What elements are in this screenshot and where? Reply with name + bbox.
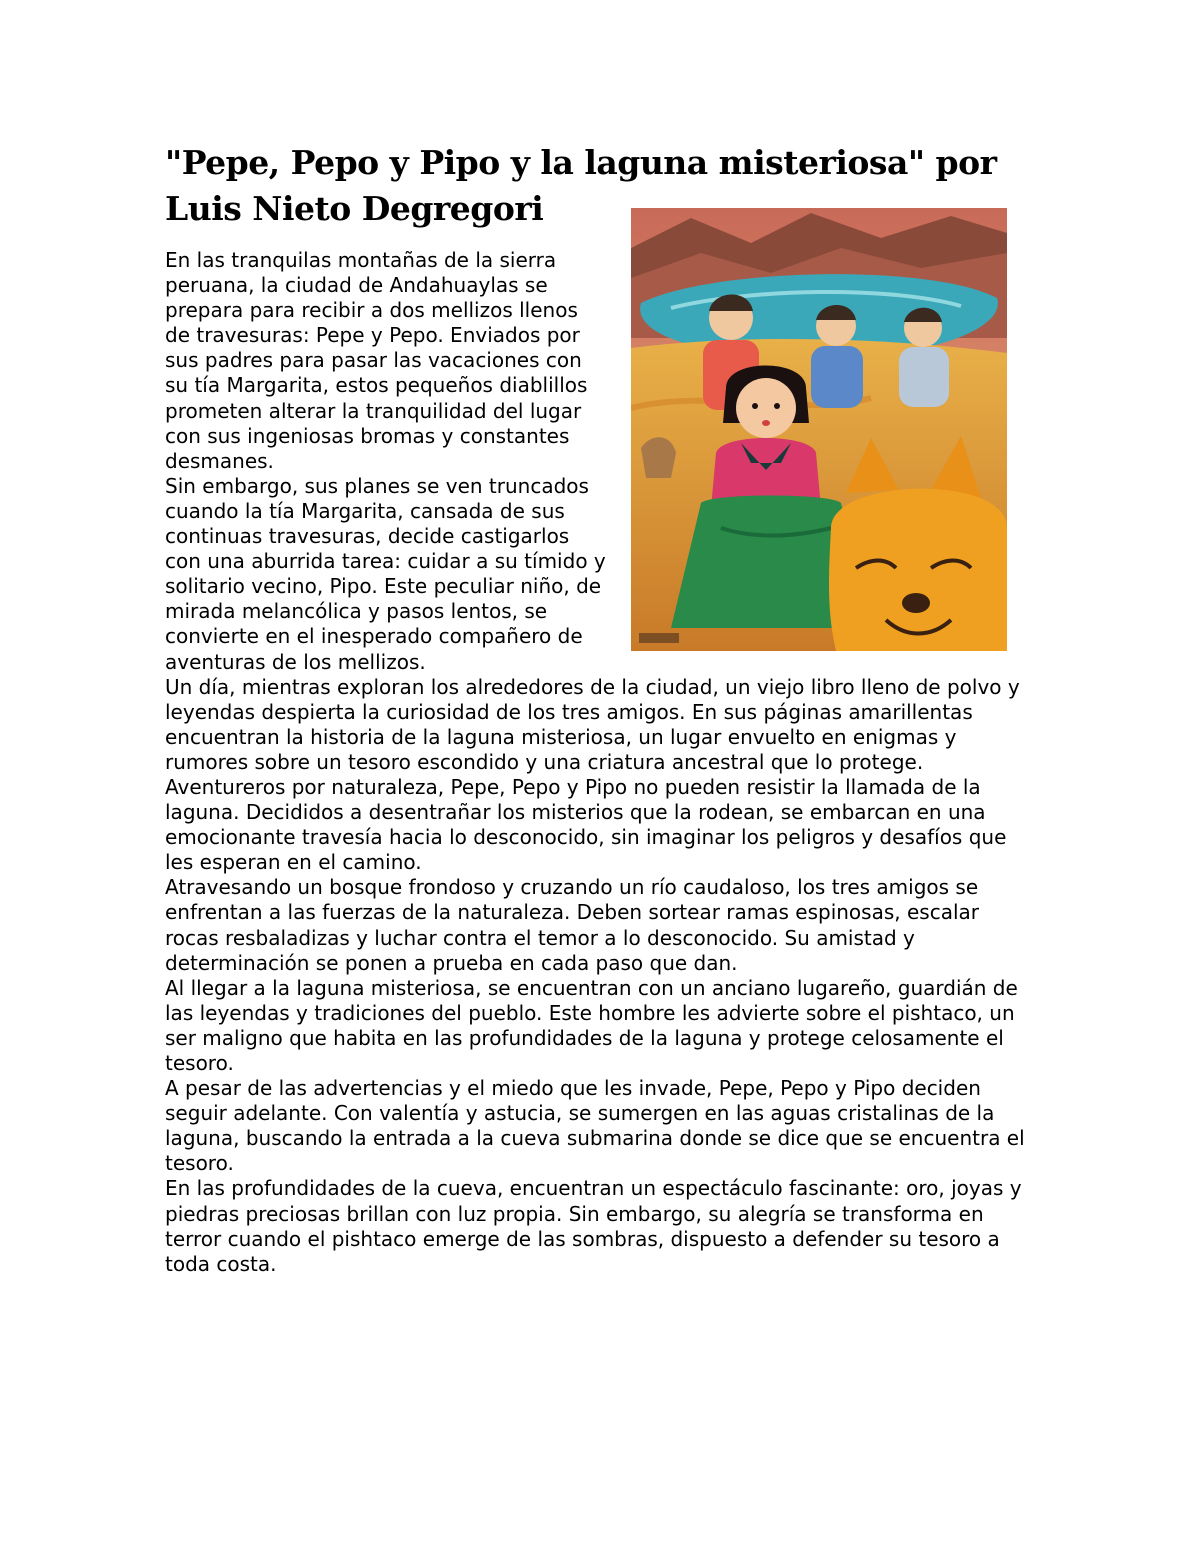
paragraph: Sin embargo, sus planes se ven truncados cuando la tía Margarita, cansada de sus continuas travesuras, decide castigarlos con una aburrida tarea: cuidar a su tímido y solitario vecino, Pipo. Este peculiar niño, de mirada melancólica y pasos lentos, se convierte en el inesperado compañero de aventuras de los mellizos. [165,473,606,674]
book-cover-illustration-image [631,208,1007,651]
paragraph: En las tranquilas montañas de la sierra peruana, la ciudad de Andahuaylas se prepara para recibir a dos mellizos llenos de travesuras: Pepe y Pepo. Enviados por sus padres para pasar las vacaciones con su tía Margarita, estos pequeños diablillos prometen alterar la tranquilidad del lugar con sus ingeniosas bromas y constantes desmanes. [165,248,588,473]
book-cover-illustration [631,208,1007,651]
paragraph: Al llegar a la laguna misteriosa, se encuentran con un anciano lugareño, guardián de las leyendas y tradiciones del pueblo. Este hombre les advierte sobre el pishtaco, un ser maligno que habita en las profundidades de la laguna y protege celosamente el tesoro. [165,975,1018,1075]
paragraph: A pesar de las advertencias y el miedo que les invade, Pepe, Pepo y Pipo deciden seguir adelante. Con valentía y astucia, se sumergen en las aguas cristalinas de la laguna, buscando la entrada a la cueva submarina donde se dice que se encuentra el tesoro. [165,1076,1025,1176]
document-title: "Pepe, Pepo y Pipo y la laguna misteriosa" por Luis Nieto Degregori [165,143,997,228]
paragraph: Atravesando un bosque frondoso y cruzando un río caudaloso, los tres amigos se enfrentan a las fuerzas de la naturaleza. Deben sortear ramas espinosas, escalar rocas resbaladizas y luchar contra el temor a lo desconocido. Su amistad y determinación se ponen a prueba en cada paso que dan. [165,875,979,975]
paragraph: Un día, mientras exploran los alrededores de la ciudad, un viejo libro lleno de polvo y leyendas despierta la curiosidad de los tres amigos. En sus páginas amarillentas encuentran la historia de la laguna misteriosa, un lugar envuelto en enigmas y rumores sobre un tesoro escondido y una criatura ancestral que lo protege. [165,674,1020,774]
paragraph: Aventureros por naturaleza, Pepe, Pepo y Pipo no pueden resistir la llamada de la laguna. Decididos a desentrañar los misterios que la rodean, se embarcan en una emocionante travesía hacia lo desconocido, sin imaginar los peligros y desafíos que les esperan en el camino. [165,774,1007,875]
document-body [165,248,1035,1277]
paragraph: En las profundidades de la cueva, encuentran un espectáculo fascinante: oro, joyas y piedras preciosas brillan con luz propia. Sin embargo, su alegría se transforma en terror cuando el pishtaco emerge de las sombras, dispuesto a defender su tesoro a toda costa. [165,1176,1022,1276]
